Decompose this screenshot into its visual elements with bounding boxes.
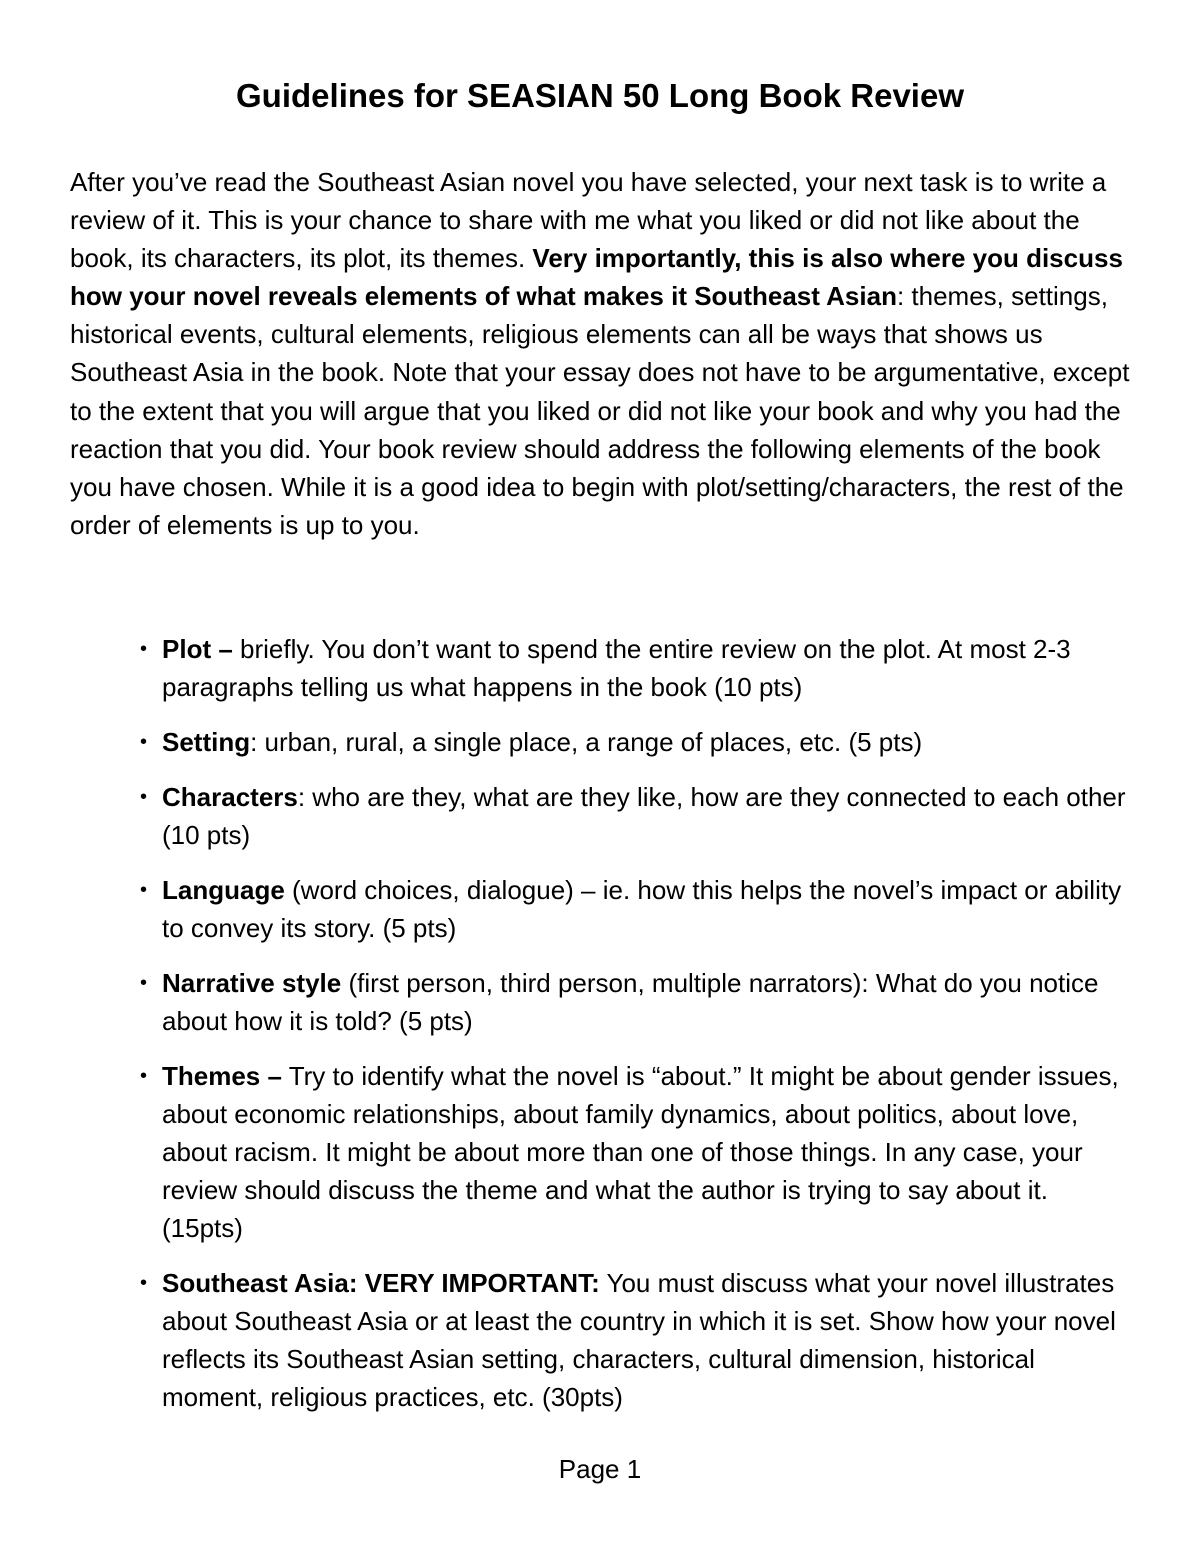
item-text: Try to identify what the novel is “about.” It might be about gender issues, about economic relationships, about family dynamics, about politics, about love, about racism. It might be about more than one of those things. In any case, your review should discuss the theme and what the author is trying to say about it. (15pts) (162, 1061, 1119, 1243)
page-title: Guidelines for SEASIAN 50 Long Book Review (236, 77, 964, 114)
bullet-icon: • (140, 879, 148, 901)
item-text: (word choices, dialogue) – ie. how this helps the novel’s impact or ability to convey its story. (5 pts) (162, 875, 1122, 943)
bullet-icon: • (140, 786, 148, 808)
list-item-themes (70, 1057, 1135, 1247)
list-item-language (70, 871, 1135, 947)
bullet-icon: • (140, 1065, 148, 1087)
list-item-characters (70, 778, 1135, 854)
criteria-list (70, 630, 1135, 1433)
item-text: (first person, third person, multiple narrators): What do you notice about how it is told? (5 pts) (162, 968, 1099, 1036)
list-item-southeast-asia (70, 1264, 1135, 1416)
list-item-setting (70, 723, 1135, 761)
item-label: Plot – (162, 634, 233, 664)
item-text: : urban, rural, a single place, a range of places, etc. (5 pts) (250, 727, 923, 757)
bullet-icon: • (140, 731, 148, 753)
item-label: Language (162, 875, 285, 905)
list-item-plot (70, 630, 1135, 706)
bullet-icon: • (140, 972, 148, 994)
list-item-narrative-style (70, 964, 1135, 1040)
item-label: Narrative style (162, 968, 342, 998)
intro-text-1: After you’ve read the Southeast Asian novel you have selected, your next task is to write a review of it. This is your chance to share with me what you liked or did not like about the book, its characters, its plot, its themes. (70, 167, 1107, 274)
item-label: Themes – (162, 1061, 282, 1091)
item-text: briefly. You don’t want to spend the entire review on the plot. At most 2-3 paragraphs telling us what happens in the book (10 pts) (162, 634, 1071, 702)
intro-paragraph (70, 163, 1135, 544)
item-label: Characters (162, 782, 298, 812)
bullet-icon: • (140, 1272, 148, 1294)
intro-emphasis: Very importantly, this is also where you discuss how your novel reveals elements of what makes it Southeast Asian (70, 243, 1123, 312)
item-text: You must discuss what your novel illustrates about Southeast Asia or at least the country in which it is set. Show how your novel reflects its Southeast Asian setting, characters, cultural dimension, historical moment, religious practices, etc. (30pts) (162, 1268, 1116, 1412)
intro-text-2: : themes, settings, historical events, cultural elements, religious elements can all be ways that shows us Southeast Asia in the book. Note that your essay does not have to be argumentative, except to the extent that you will argue that you liked or did not like your book and why you had the reaction that you did. Your book review should address the following elements of the book you have chosen. While it is a good idea to begin with plot/setting/characters, the rest of the order of elements is up to you. (70, 281, 1130, 540)
item-text: : who are they, what are they like, how are they connected to each other (10 pts) (162, 782, 1126, 850)
bullet-icon: • (140, 638, 148, 660)
page-number: Page 1 (558, 1454, 642, 1484)
item-label: Setting (162, 727, 251, 757)
item-label: Southeast Asia: VERY IMPORTANT: (162, 1268, 600, 1298)
